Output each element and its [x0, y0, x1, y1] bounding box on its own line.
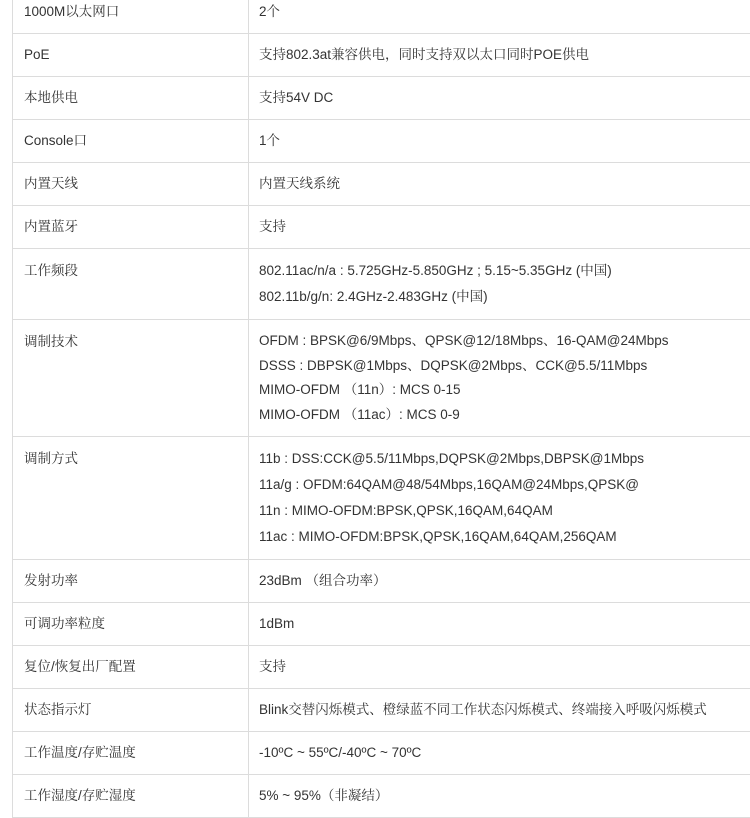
table-row: [13, 0, 750, 34]
spec-value: 5% ~ 95%（非凝结）: [259, 788, 389, 803]
table-row: [13, 603, 750, 646]
spec-value: 支持54V DC: [259, 90, 334, 105]
spec-label: 本地供电: [13, 77, 249, 119]
spec-value-line: MIMO-OFDM （11ac）: MCS 0-9: [259, 406, 460, 422]
spec-label: PoE: [13, 34, 249, 76]
spec-value: 1个: [259, 133, 281, 148]
spec-table: [12, 0, 750, 818]
spec-value-line: 802.11b/g/n: 2.4GHz-2.483GHz (中国): [259, 289, 488, 304]
spec-value: [249, 320, 750, 436]
spec-label: 调制技术: [13, 320, 249, 436]
spec-value: 支持802.3at兼容供电，同时支持双以太口同时POE供电: [259, 47, 590, 62]
table-row: [13, 249, 750, 320]
table-row: [13, 437, 750, 560]
spec-value-line: OFDM : BPSK@6/9Mbps、QPSK@12/18Mbps、16-QAM@24Mbps: [259, 333, 669, 348]
table-row: [13, 163, 750, 206]
spec-value-line: 11a/g : OFDM:64QAM@48/54Mbps,16QAM@24Mbps,QPSK@: [259, 477, 640, 492]
spec-value: Blink交替闪烁模式、橙绿蓝不同工作状态闪烁模式、终端接入呼吸闪烁模式: [259, 702, 707, 717]
spec-value-line: 11n : MIMO-OFDM:BPSK,QPSK,16QAM,64QAM: [259, 503, 553, 518]
table-row: [13, 320, 750, 437]
table-row: [13, 77, 750, 120]
spec-label: 复位/恢复出厂配置: [13, 646, 249, 688]
spec-value: -10ºC ~ 55ºC/-40ºC ~ 70ºC: [259, 745, 422, 760]
spec-label: 内置蓝牙: [13, 206, 249, 248]
spec-label: Console口: [13, 120, 249, 162]
spec-value: 23dBm （组合功率）: [259, 573, 387, 588]
spec-value-line: 11b : DSS:CCK@5.5/11Mbps,DQPSK@2Mbps,DBPSK@1Mbps: [259, 451, 645, 466]
spec-value: 2个: [259, 4, 281, 19]
table-row: [13, 120, 750, 163]
spec-label: 工作频段: [13, 249, 249, 319]
table-row: [13, 560, 750, 603]
spec-value: 支持: [259, 219, 286, 234]
table-row: [13, 775, 750, 818]
spec-label: 内置天线: [13, 163, 249, 205]
spec-value-line: 802.11ac/n/a : 5.725GHz-5.850GHz ; 5.15~5.35GHz (中国): [259, 263, 612, 278]
spec-value: 内置天线系统: [259, 176, 340, 191]
spec-label: 工作温度/存贮温度: [13, 732, 249, 774]
table-row: [13, 646, 750, 689]
table-row: [13, 732, 750, 775]
spec-value: [249, 437, 750, 559]
spec-label: 调制方式: [13, 437, 249, 559]
spec-label: 发射功率: [13, 560, 249, 602]
spec-value: 1dBm: [259, 616, 295, 631]
table-row: [13, 34, 750, 77]
spec-value: [249, 249, 750, 319]
spec-label: 可调功率粒度: [13, 603, 249, 645]
spec-label: 状态指示灯: [13, 689, 249, 731]
spec-value-line: DSSS : DBPSK@1Mbps、DQPSK@2Mbps、CCK@5.5/11Mbps: [259, 357, 648, 373]
spec-label: 1000M以太网口: [13, 0, 249, 33]
spec-value-line: 11ac : MIMO-OFDM:BPSK,QPSK,16QAM,64QAM,256QAM: [259, 529, 617, 544]
spec-value-line: MIMO-OFDM （11n）: MCS 0-15: [259, 382, 461, 397]
spec-label: 工作湿度/存贮湿度: [13, 775, 249, 817]
table-row: [13, 206, 750, 249]
spec-value: 支持: [259, 659, 286, 674]
table-row: [13, 689, 750, 732]
